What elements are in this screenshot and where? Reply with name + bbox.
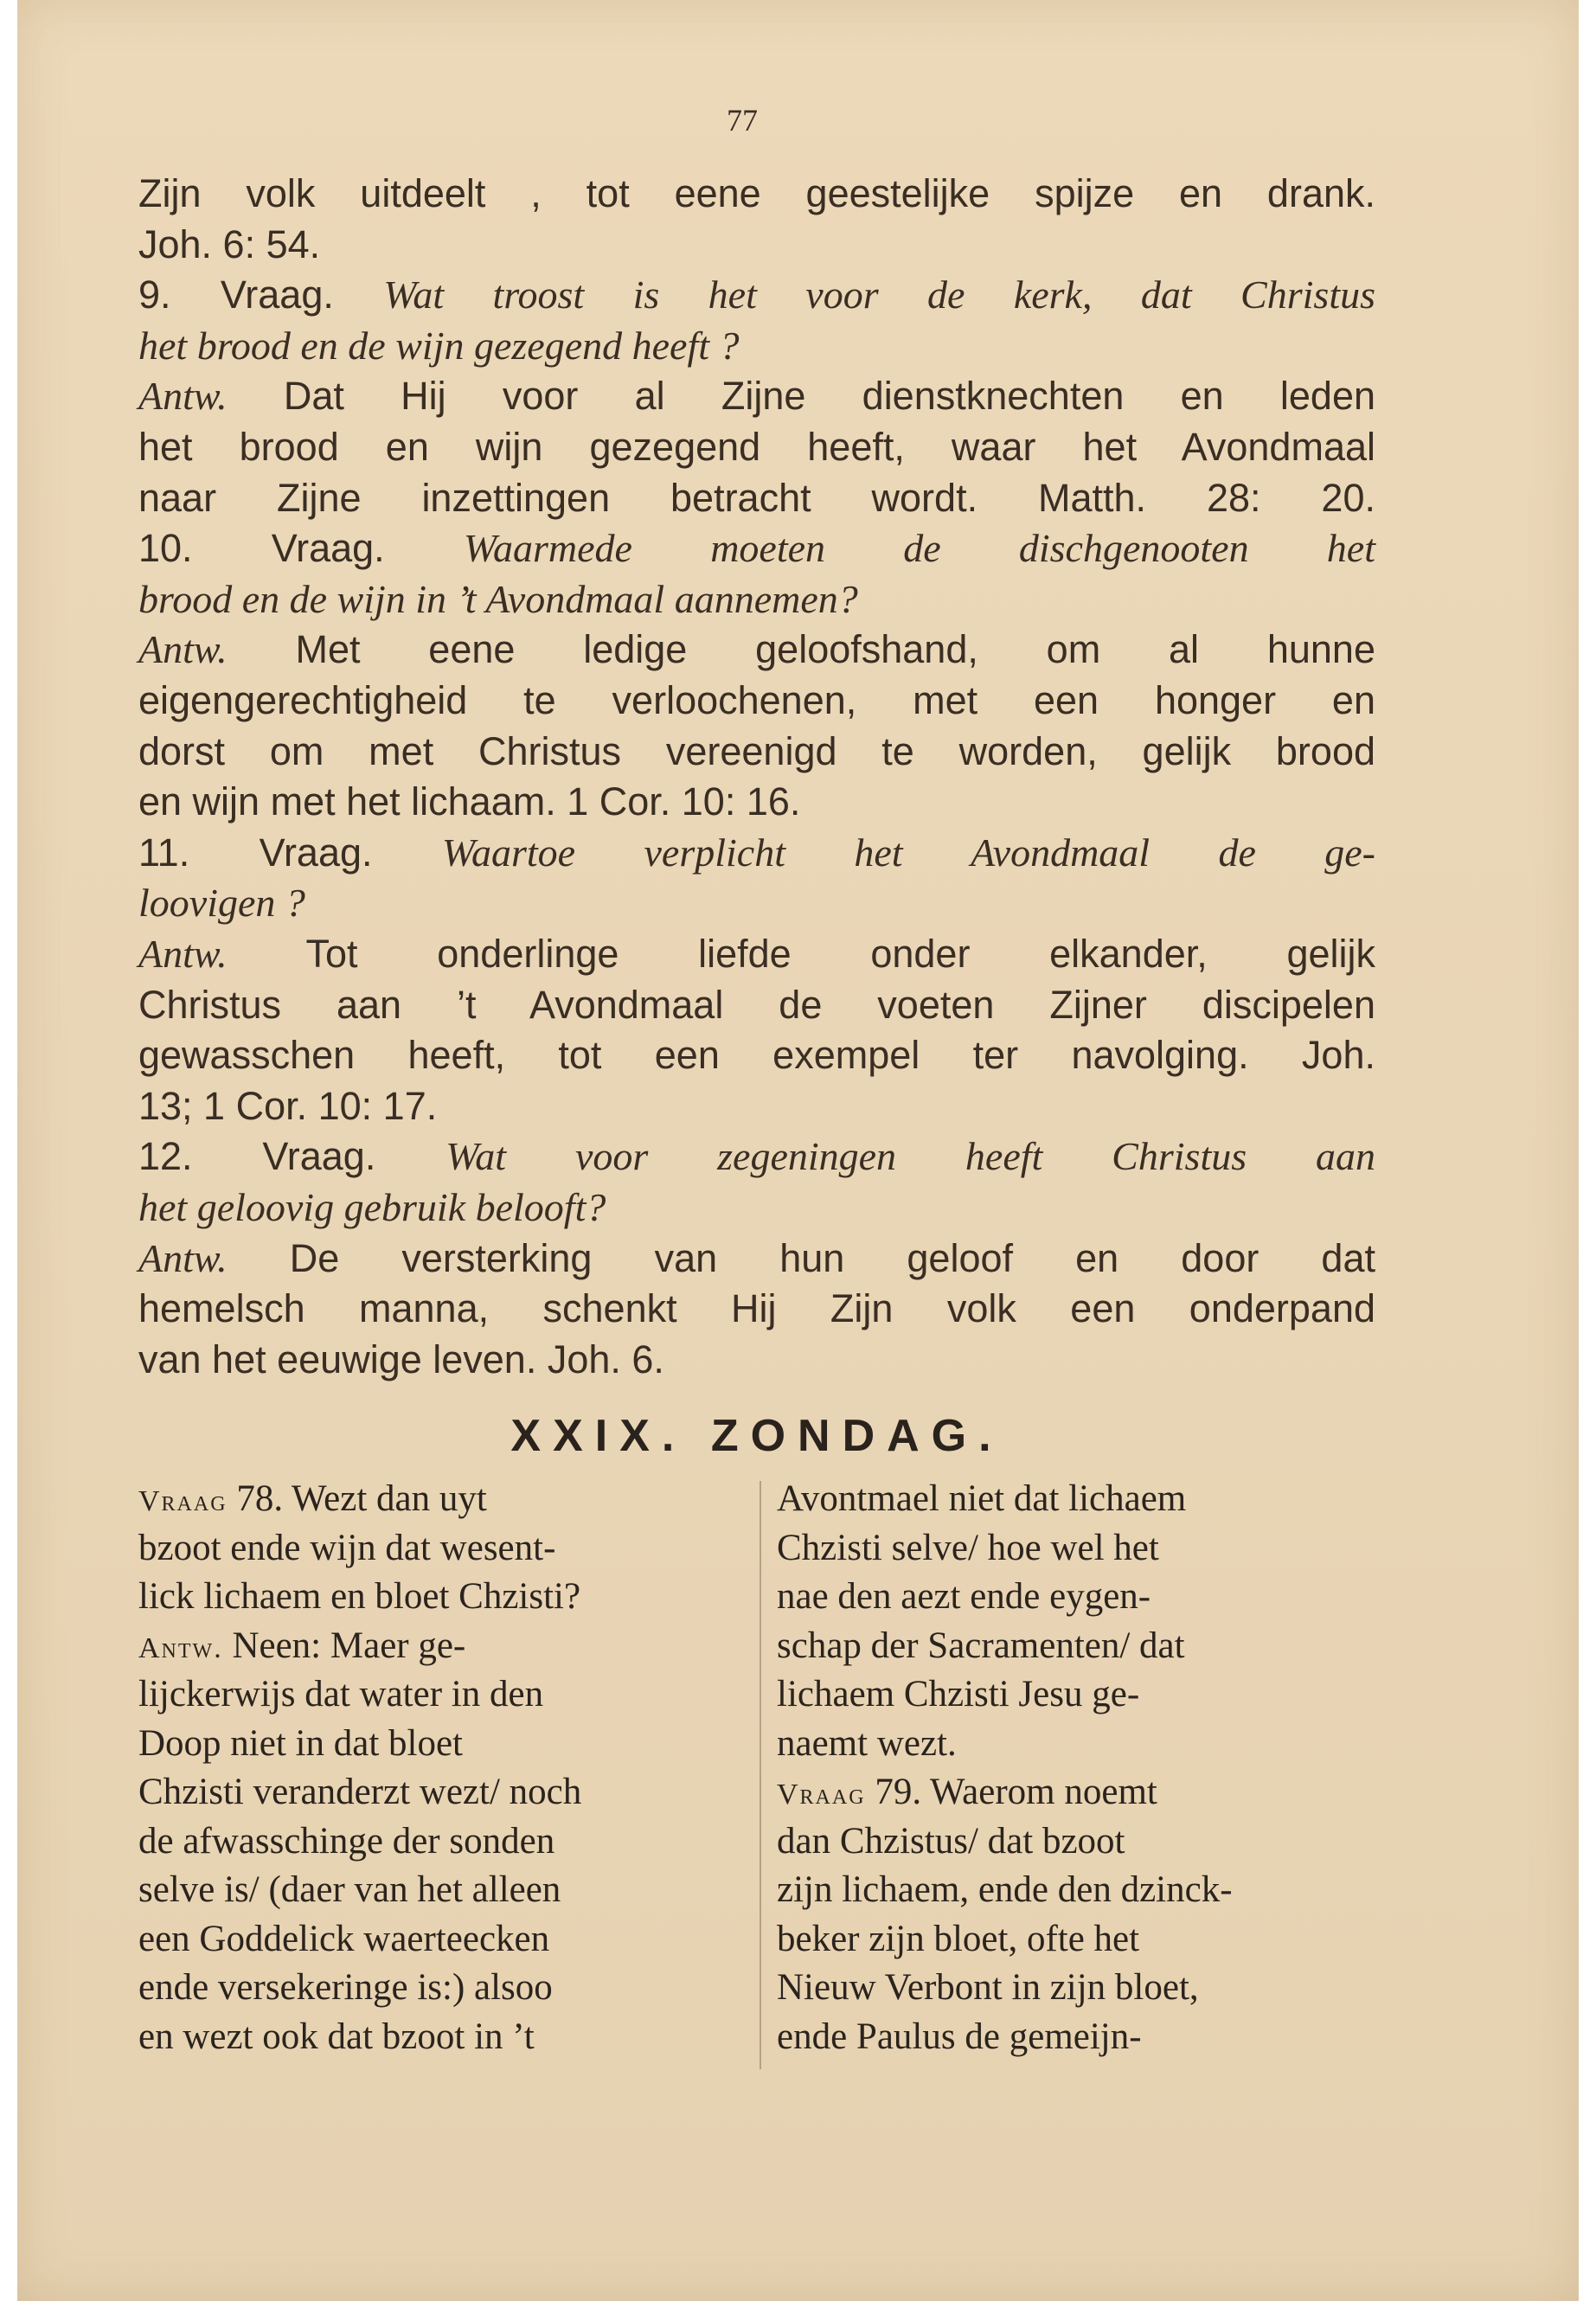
- text-line: [138, 929, 1375, 979]
- italic-text: Waarmede moeten de dischgenooten het: [463, 526, 1375, 571]
- small-caps-label: Vraag: [138, 1485, 228, 1517]
- text-span: ende den dzinck-: [969, 1869, 1233, 1910]
- column-line: [138, 1475, 744, 1523]
- text-span: Joh. 6: 54.: [138, 221, 321, 266]
- text-span: Tot onderlinge liefde onder elkander, gelijk: [227, 932, 1375, 976]
- text-span: naemt wezt.: [777, 1722, 957, 1764]
- small-caps-label: Vraag: [777, 1779, 866, 1811]
- text-span: Nieuw Verbont in zijn bloet,: [777, 1967, 1199, 2008]
- text-span: nae den aezt ende eygen-: [777, 1576, 1151, 1617]
- column-line: [138, 1524, 744, 1573]
- text-span: bzoot ende wijn dat wesent-: [138, 1527, 556, 1568]
- column-line: [138, 1817, 744, 1866]
- text-span: het brood en wijn gezegend heeft, waar het Avondmaal: [138, 425, 1375, 469]
- column-line: [777, 1768, 1382, 1817]
- text-line: [138, 1335, 1375, 1385]
- text-line: [138, 473, 1375, 523]
- italic-text: brood en de wijn in ’t Avondmaal aannemen?: [138, 576, 858, 621]
- text-span: zijn lichaem,: [777, 1869, 970, 1910]
- italic-text: Antw.: [138, 1235, 228, 1280]
- column-line: [777, 1915, 1382, 1964]
- text-line: [138, 1183, 1375, 1233]
- text-span: selve is/ (daer van het alleen: [138, 1869, 561, 1910]
- text-line: [138, 1284, 1375, 1334]
- text-line: [138, 777, 1375, 827]
- text-line: [138, 625, 1375, 675]
- column-line: [777, 1524, 1382, 1573]
- column-line: [777, 1964, 1382, 2012]
- text-span: lijckerwijs dat water in den: [138, 1674, 544, 1715]
- text-span: schap der Sacramenten/ dat: [777, 1625, 1185, 1666]
- text-span: dan Chzistus/ dat bzoot: [777, 1820, 1125, 1862]
- text-line: [138, 270, 1375, 320]
- text-line: [138, 727, 1375, 777]
- text-span: ende Paulus: [777, 2016, 956, 2057]
- text-span: lichaem Chzisti Jesu ge-: [777, 1674, 1140, 1715]
- column-line: [138, 1964, 744, 2012]
- text-span: Avontmael niet dat lichaem: [777, 1478, 1187, 1519]
- column-line: [777, 1573, 1382, 1621]
- text-span: zijn bloet, ofte het: [859, 1918, 1140, 1959]
- text-span: gewasschen heeft, tot een exempel ter navolging. Joh.: [138, 1033, 1375, 1078]
- text-span: Christus aan ’t Avondmaal de voeten Zijner discipelen: [138, 982, 1375, 1027]
- column-line: [138, 1768, 744, 1817]
- section-heading: XXIX. ZONDAG.: [510, 1411, 1003, 1461]
- italic-text: Waartoe verplicht het Avondmaal de ge-: [441, 830, 1375, 875]
- column-line: [777, 1866, 1382, 1914]
- text-line: [138, 676, 1375, 726]
- column-line: [777, 1622, 1382, 1670]
- text-span: hemelsch manna, schenkt Hij Zijn volk een onderpand: [138, 1286, 1375, 1331]
- text-span: 79. Waerom noemt: [865, 1772, 1157, 1812]
- italic-text: het geloovig gebruik belooft?: [138, 1185, 606, 1229]
- text-line: [138, 1030, 1375, 1080]
- text-span: Dat Hij voor al Zijne dienstknechten en leden: [227, 374, 1375, 419]
- text-line: [138, 574, 1375, 625]
- text-span: Met eene ledige geloofshand, om al hunne: [227, 627, 1375, 672]
- book-page: [17, 0, 1579, 2301]
- italic-text: het brood en de wijn gezegend heeft ?: [138, 323, 740, 368]
- text-line: [138, 1131, 1375, 1182]
- text-span: de afwasschinge der sonden: [138, 1820, 555, 1862]
- column-line: [777, 1817, 1382, 1866]
- text-span: 12. Vraag.: [138, 1134, 446, 1179]
- column-line: [138, 1915, 744, 1964]
- text-span: Zijn volk uitdeelt , tot eene geestelijke spijze en drank.: [138, 171, 1375, 215]
- column-divider: [760, 1481, 761, 2069]
- text-span: 11. Vraag.: [138, 830, 442, 875]
- page-number: 77: [727, 103, 758, 138]
- text-span: beker: [777, 1918, 860, 1959]
- text-line: [138, 220, 1375, 270]
- column-line: [777, 1720, 1382, 1768]
- text-span: 10. Vraag.: [138, 526, 464, 571]
- column-line: [777, 1670, 1382, 1719]
- column-line: [138, 2013, 744, 2061]
- column-line: [138, 1573, 744, 1621]
- text-span: 78. Wezt dan uyt: [227, 1478, 487, 1519]
- text-span: naar Zijne inzettingen betracht wordt. Matth. 28: 20.: [138, 475, 1375, 520]
- text-span: en wijn met het lichaam. 1 Cor. 10: 16.: [138, 779, 801, 824]
- text-span: eigengerechtigheid te verloochenen, met een honger en: [138, 678, 1375, 722]
- italic-text: loovigen ?: [138, 881, 305, 926]
- text-line: [138, 878, 1375, 928]
- column-line: [138, 1720, 744, 1768]
- text-span: ende versekeringe is:) alsoo: [138, 1967, 553, 2008]
- text-span: Chzisti selve/ hoe wel het: [777, 1527, 1159, 1568]
- column-line: [777, 1475, 1382, 1523]
- small-caps-label: Antw.: [138, 1631, 223, 1664]
- text-line: [138, 980, 1375, 1030]
- text-span: Doop niet in dat bloet: [138, 1722, 463, 1764]
- text-line: [138, 1081, 1375, 1131]
- column-line: [138, 1622, 744, 1670]
- text-span: een Goddelick waerteecken: [138, 1918, 550, 1959]
- text-line: [138, 1234, 1375, 1284]
- text-line: [138, 169, 1375, 219]
- text-line: [138, 321, 1375, 371]
- text-span: dorst om met Christus vereenigd te worden, gelijk brood: [138, 728, 1375, 773]
- column-line: [777, 2013, 1382, 2061]
- text-span: de gemeijn-: [955, 2016, 1142, 2057]
- italic-text: Antw.: [138, 374, 228, 419]
- text-span: lick lichaem en bloet Chzisti?: [138, 1576, 581, 1617]
- text-span: Chzisti veranderzt wezt/ noch: [138, 1772, 582, 1812]
- text-line: [138, 828, 1375, 878]
- italic-text: Antw.: [138, 932, 228, 976]
- column-line: [138, 1670, 744, 1719]
- text-span: 9. Vraag.: [138, 272, 384, 317]
- column-line: [138, 1866, 744, 1914]
- text-line: [138, 422, 1375, 472]
- text-span: van het eeuwige leven. Joh. 6.: [138, 1336, 664, 1381]
- text-span: 13; 1 Cor. 10: 17.: [138, 1083, 438, 1128]
- text-line: [138, 523, 1375, 574]
- text-span: Neen: Maer ge-: [222, 1625, 466, 1666]
- italic-text: Wat troost is het voor de kerk, dat Christus: [383, 272, 1376, 317]
- text-span: en wezt ook dat bzoot in ’t: [138, 2016, 535, 2057]
- text-span: De versterking van hun geloof en door dat: [227, 1235, 1375, 1280]
- italic-text: Wat voor zegeningen heeft Christus aan: [445, 1134, 1375, 1179]
- italic-text: Antw.: [138, 627, 228, 672]
- text-line: [138, 371, 1375, 421]
